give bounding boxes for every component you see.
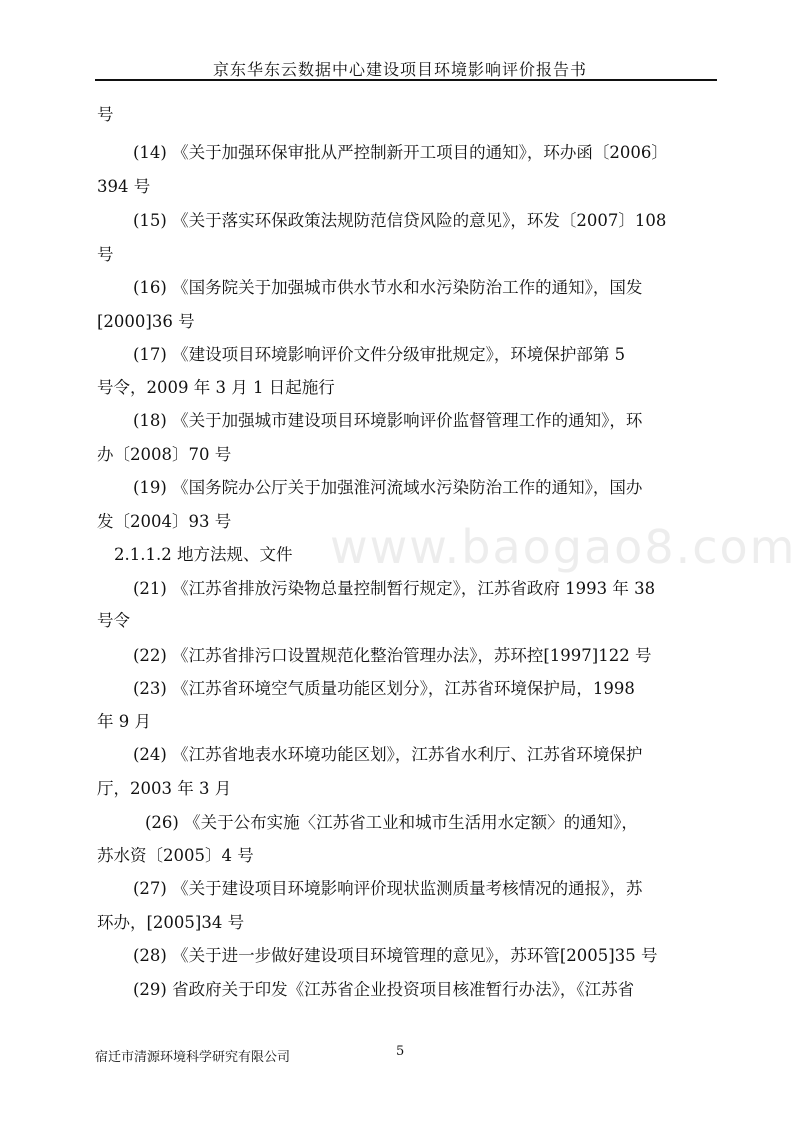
text-line: (18) 《关于加强城市建设项目环境影响评价监督管理工作的通知》，环 (133, 411, 643, 430)
text-line: (16) 《国务院关于加强城市供水节水和水污染防治工作的通知》，国发 (133, 278, 643, 297)
text-line: 年 9 月 (97, 712, 151, 731)
text-line: (15) 《关于落实环保政策法规防范信贷风险的意见》，环发〔2007〕108 (133, 211, 667, 230)
text-line: 环办，[2005]34 号 (97, 913, 245, 932)
text-line: [2000]36 号 (97, 312, 195, 331)
text-line: (24) 《江苏省地表水环境功能区划》，江苏省水利厅、江苏省环境保护 (133, 745, 643, 764)
text-line: 厅，2003 年 3 月 (97, 779, 232, 798)
text-line: 苏水资〔2005〕4 号 (97, 846, 254, 865)
section-heading: 2.1.1.2 地方法规、文件 (114, 545, 293, 564)
header-divider (95, 79, 717, 81)
text-line: (21) 《江苏省排放污染物总量控制暂行规定》，江苏省政府 1993 年 38 (133, 579, 656, 598)
page-number: 5 (396, 1044, 405, 1059)
text-line: 号令 (97, 611, 130, 630)
text-line: 办〔2008〕70 号 (97, 445, 232, 464)
text-line: (14) 《关于加强环保审批从严控制新开工项目的通知》，环办函〔2006〕 (133, 143, 668, 162)
text-line: (26) 《关于公布实施〈江苏省工业和城市生活用水定额〉的通知》， (145, 813, 638, 832)
text-line: (23) 《江苏省环境空气质量功能区划分》，江苏省环境保护局，1998 (133, 679, 635, 698)
text-line: (28) 《关于进一步做好建设项目环境管理的意见》，苏环管[2005]35 号 (133, 946, 658, 965)
text-line: (29) 省政府关于印发《江苏省企业投资项目核准暂行办法》，《江苏省 (133, 980, 635, 999)
text-line: 号 (97, 245, 114, 264)
text-line: 号 (97, 105, 114, 124)
text-line: (22) 《江苏省排污口设置规范化整治管理办法》，苏环控[1997]122 号 (133, 646, 652, 665)
text-line: (19) 《国务院办公厅关于加强淮河流域水污染防治工作的通知》，国办 (133, 478, 643, 497)
text-line: 发〔2004〕93 号 (97, 512, 232, 531)
header-title: 京东华东云数据中心建设项目环境影响评价报告书 (212, 60, 587, 79)
text-line: (27) 《关于建设项目环境影响评价现状监测质量考核情况的通报》，苏 (133, 879, 643, 898)
watermark: www.baogao8.com (330, 520, 797, 574)
text-line: 394 号 (97, 177, 151, 196)
text-line: (17) 《建设项目环境影响评价文件分级审批规定》，环境保护部第 5 (133, 345, 626, 364)
text-line: 号令，2009 年 3 月 1 日起施行 (97, 378, 335, 397)
footer-company: 宿迁市清源环境科学研究有限公司 (95, 1050, 291, 1065)
